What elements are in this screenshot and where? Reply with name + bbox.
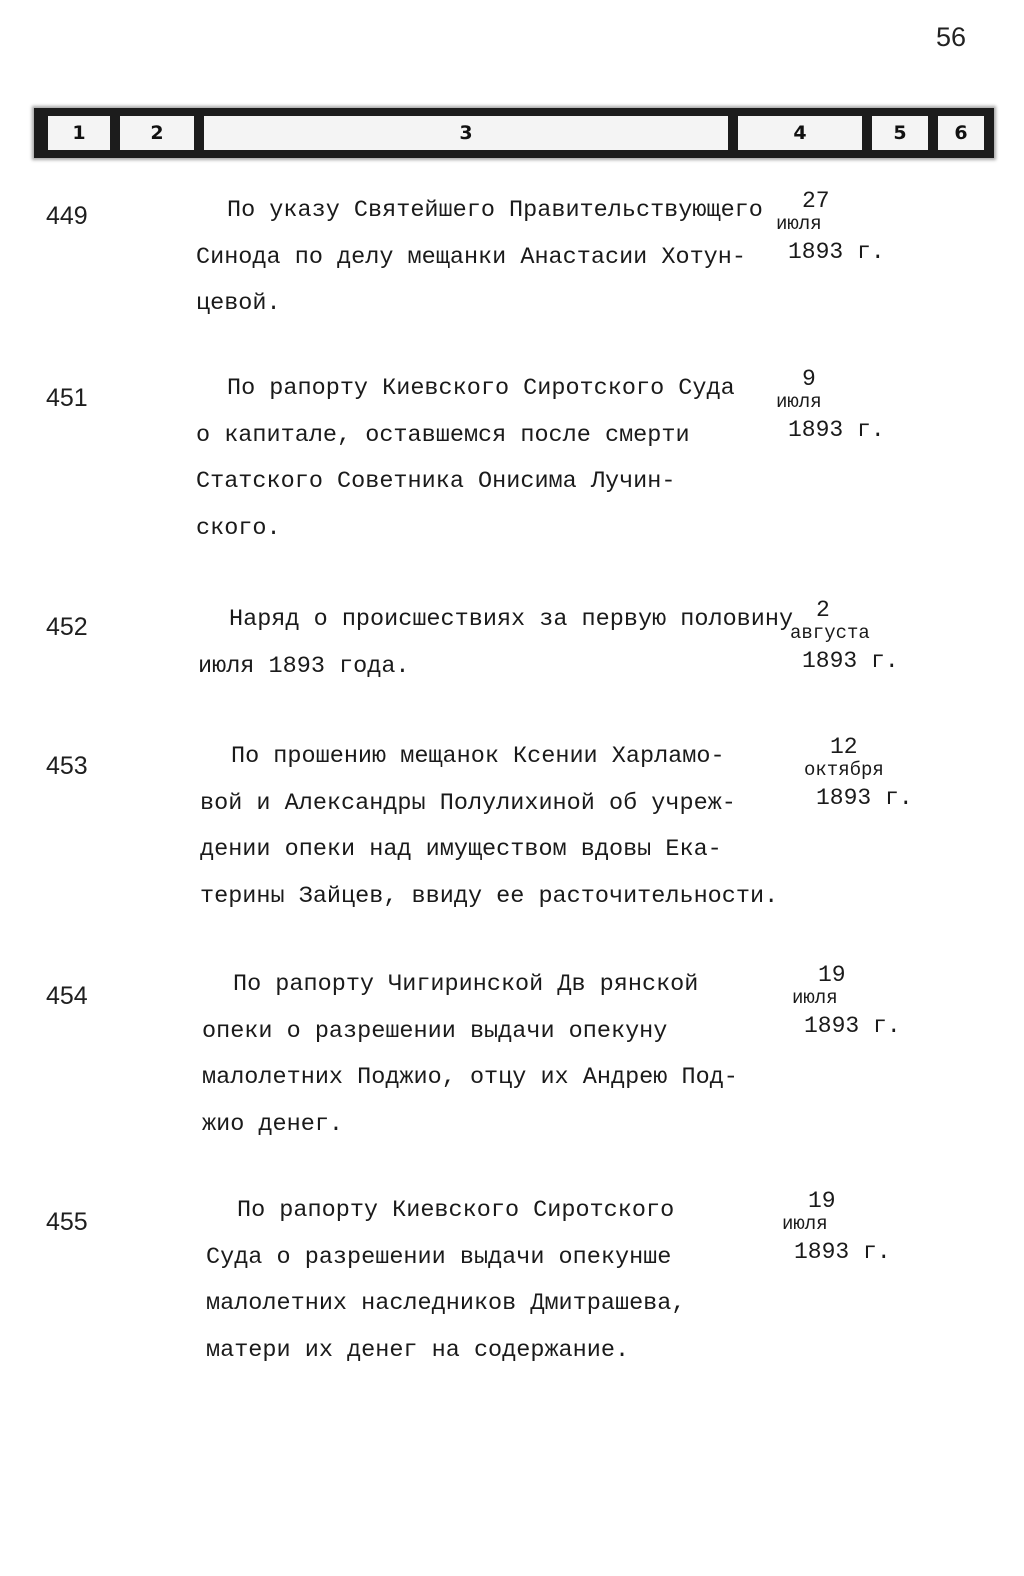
column-header-4: 4 [738, 116, 862, 150]
date-day: 9 [802, 366, 816, 392]
description-line: цевой. [196, 290, 281, 317]
entry-date [800, 734, 930, 814]
column-header-5: 5 [872, 116, 928, 150]
entry-description [202, 962, 802, 1148]
column-header-bar [34, 108, 994, 158]
description-line: матери их денег на содержание. [206, 1336, 630, 1364]
description-line: о капитале, оставшемся после смерти [196, 421, 690, 449]
date-month: июля [792, 987, 838, 1009]
description-line: Наряд о происшествиях за первую половину [229, 606, 794, 633]
description-line: По указу Святейшего Правительствующего [227, 197, 763, 224]
description-line: Статского Советника Онисима Лучин- [196, 468, 676, 495]
column-header-2: 2 [120, 116, 194, 150]
description-line: По рапорту Киевского Сиротского [237, 1197, 675, 1224]
entry-number: 449 [46, 202, 88, 230]
description-line: ского. [196, 514, 281, 542]
entry-number: 454 [46, 982, 88, 1010]
date-year: 1893 г. [816, 785, 913, 811]
date-day: 2 [816, 597, 830, 623]
date-year: 1893 г. [804, 1013, 901, 1039]
description-line: По рапорту Чигиринской Дв рянской [233, 971, 699, 998]
column-header-1: 1 [48, 116, 110, 150]
description-line: Суда о разрешении выдачи опекунше [206, 1243, 672, 1271]
date-month: октября [804, 759, 884, 781]
date-month: августа [790, 622, 870, 644]
entry-date [788, 962, 918, 1042]
date-month: июля [776, 213, 822, 235]
date-day: 12 [830, 734, 858, 760]
entry-date [786, 597, 916, 677]
date-year: 1893 г. [788, 239, 885, 265]
entry-date [778, 1188, 908, 1268]
date-month: июля [782, 1213, 828, 1235]
entry-description [198, 597, 798, 690]
entry-number: 453 [46, 752, 88, 780]
date-day: 19 [808, 1188, 836, 1214]
date-month: июля [776, 391, 822, 413]
entry-description [196, 366, 796, 552]
description-line: вой и Александры Полулихиной об учреж- [200, 789, 736, 817]
entry-date [772, 188, 902, 268]
description-line: июля 1893 года. [198, 652, 410, 680]
entry-description [200, 734, 800, 920]
entry-description [206, 1188, 806, 1374]
description-line: опеки о разрешении выдачи опекуну [202, 1017, 668, 1045]
entry-description [196, 188, 796, 328]
entry-number: 451 [46, 384, 88, 412]
date-year: 1893 г. [788, 417, 885, 443]
column-header-3: 3 [204, 116, 728, 150]
description-line: Синода по делу мещанки Анастасии Хотун- [196, 243, 746, 271]
description-line: дении опеки над имуществом вдовы Ека- [200, 836, 722, 863]
description-line: малолетних Поджио, отцу их Андрею Под- [202, 1064, 738, 1091]
date-year: 1893 г. [794, 1239, 891, 1265]
entry-date [772, 366, 902, 446]
date-year: 1893 г. [802, 648, 899, 674]
description-line: По рапорту Киевского Сиротского Суда [227, 375, 735, 402]
entry-number: 452 [46, 613, 88, 641]
description-line: жио денег. [202, 1110, 344, 1138]
page-number: 56 [936, 22, 967, 52]
date-day: 27 [802, 188, 830, 214]
column-header-6: 6 [938, 116, 984, 150]
description-line: По прошению мещанок Ксении Харламо- [231, 743, 725, 770]
description-line: малолетних наследников Дмитрашева, [206, 1290, 686, 1317]
description-line: терины Зайцев, ввиду ее расточительности. [200, 882, 779, 910]
entry-number: 455 [46, 1208, 88, 1236]
date-day: 19 [818, 962, 846, 988]
